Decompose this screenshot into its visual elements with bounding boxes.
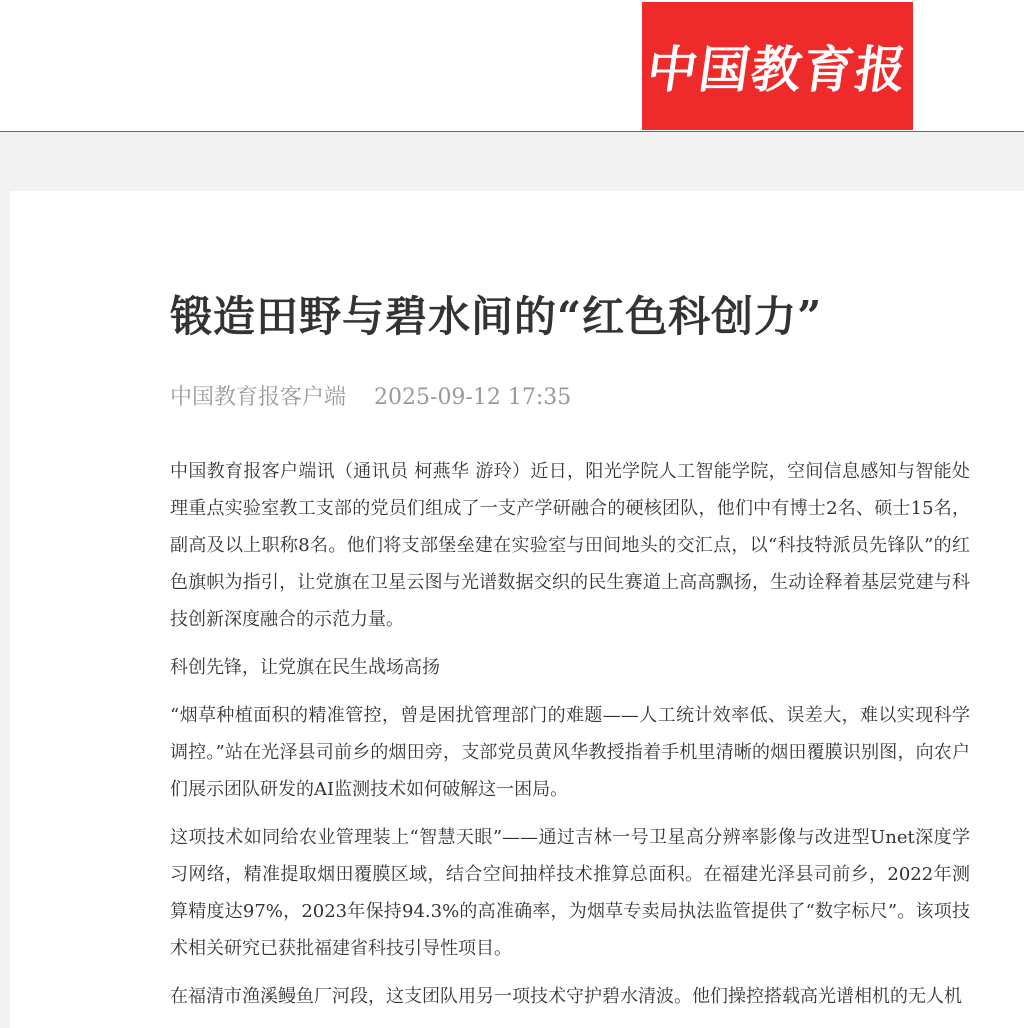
- article-title: 锻造田野与碧水间的“红色科创力”: [170, 292, 823, 341]
- article-body: [170, 453, 970, 1026]
- section-heading: 科创先锋，让党旗在民生战场高扬: [170, 657, 440, 678]
- article-source: 中国教育报客户端: [170, 385, 347, 410]
- paragraph-intro: 中国教育报客户端讯（通讯员 柯燕华 游玲）近日，阳光学院人工智能学院，空间信息感知与智能处理重点实验室教工支部的党员们组成了一支产学研融合的硬核团队，他们中有博士2名、硕士15名，副高及以上职称8名。他们将支部堡垒建在实验室与田间地头的交汇点，以“科技特派员先锋队”的红色旗帜为指引，让党旗在卫星云图与光谱数据交织的民生赛道上高高飘扬，生动诠释着基层党建与科技创新深度融合的示范力量。: [170, 461, 970, 630]
- site-header: [0, 0, 1024, 132]
- newspaper-logo[interactable]: [642, 2, 913, 130]
- article-meta: [170, 383, 571, 413]
- article-container: [10, 191, 1024, 1028]
- paragraph-technology: 这项技术如同给农业管理装上“智慧天眼”——通过吉林一号卫星高分辨率影像与改进型Unet深度学习网络，精准提取烟田覆膜区域，结合空间抽样技术推算总面积。在福建光泽县司前乡，2022年测算精度达97%，2023年保持94.3%的高准确率，为烟草专卖局执法监管提供了“数字标尺”。该项技术相关研究已获批福建省科技引导性项目。: [170, 827, 970, 959]
- article-date: 2025-09-12 17:35: [374, 385, 572, 410]
- paragraph-quote: “烟草种植面积的精准管控，曾是困扰管理部门的难题——人工统计效率低、误差大，难以实现科学调控。”站在光泽县司前乡的烟田旁，支部党员黄风华教授指着手机里清晰的烟田覆膜识别图，向农户们展示团队研发的AI监测技术如何破解这一困局。: [170, 705, 970, 800]
- paragraph-water: 在福清市渔溪鳗鱼厂河段，这支团队用另一项技术守护碧水清波。他们操控搭载高光谱相机的无人机: [170, 986, 962, 1007]
- logo-text: 中国教育报: [642, 40, 912, 99]
